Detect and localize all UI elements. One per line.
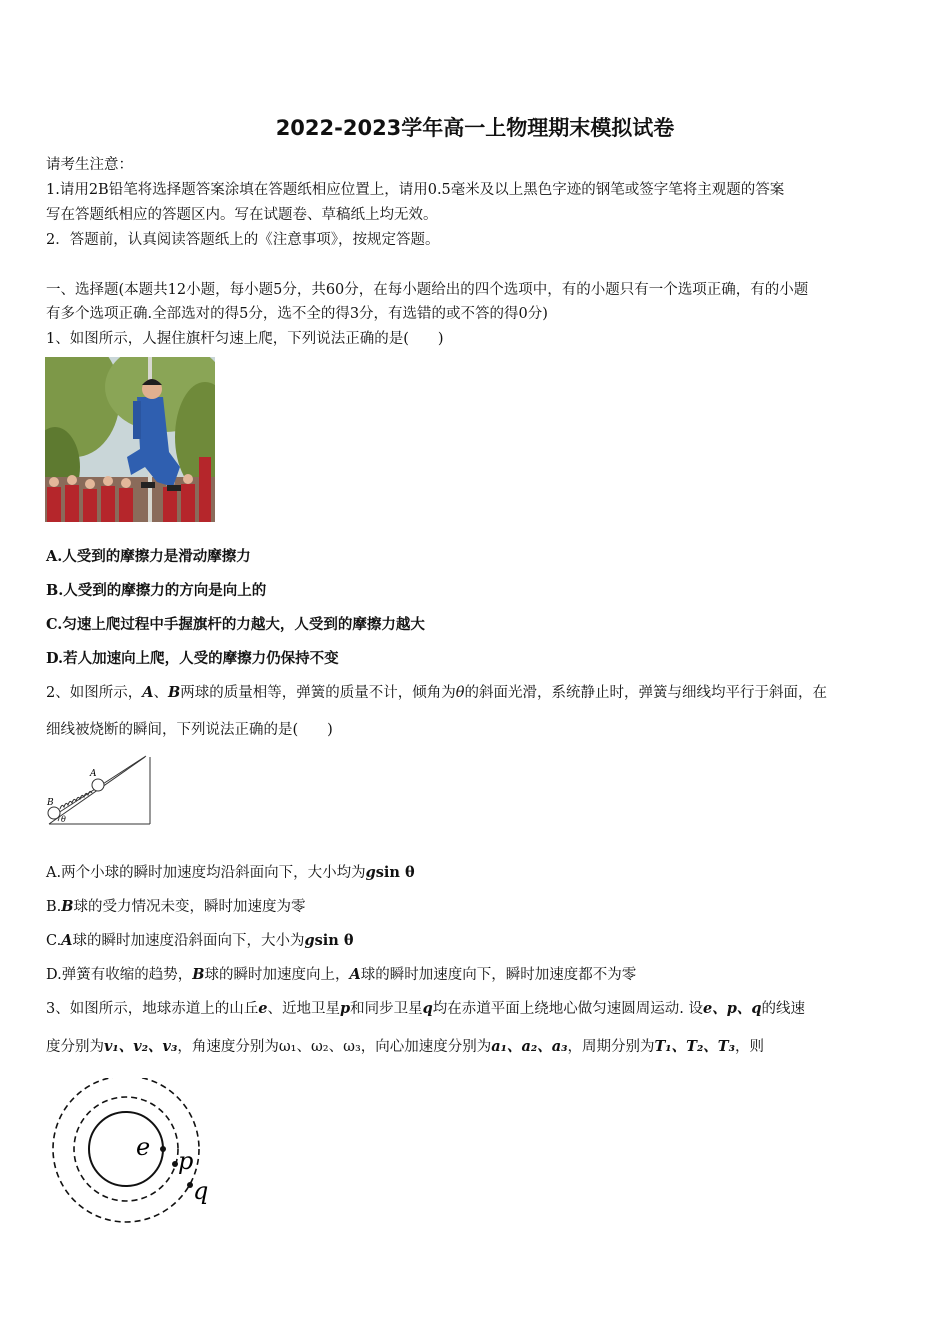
incline-spring-diagram bbox=[45, 755, 155, 830]
question-2-stem-line-2: 细线被烧断的瞬间，下列说法正确的是( ) bbox=[46, 722, 333, 738]
question-2-stem-line-1: 2、如图所示，A、B两球的质量相等，弹簧的质量不计，倾角为θ的斜面光滑，系统静止时，弹簧与细线均平行于斜面，在 bbox=[46, 684, 827, 701]
point-e bbox=[160, 1146, 166, 1152]
label-p: p bbox=[178, 1147, 194, 1175]
question-3-stem-line-2: 度分别为v₁、v₂、v₃，角速度分别为ω₁、ω₂、ω₃，向心加速度分别为a₁、a₂、a₃，周期分别为T₁、T₂、T₃，则 bbox=[46, 1038, 764, 1055]
angle-theta-label: θ bbox=[61, 815, 66, 824]
notice-item-1-line-2: 写在答题纸相应的答题区内。写在试题卷、草稿纸上均无效。 bbox=[46, 207, 438, 223]
question-1-option-c[interactable]: C.匀速上爬过程中手握旗杆的力越大，人受到的摩擦力越大 bbox=[46, 616, 425, 633]
orbit-diagram bbox=[48, 1078, 218, 1228]
question-1-option-a[interactable]: A.人受到的摩擦力是滑动摩擦力 bbox=[46, 548, 251, 565]
question-2-option-d[interactable]: D.弹簧有收缩的趋势，B球的瞬时加速度向上，A球的瞬时加速度向下，瞬时加速度都不为零 bbox=[46, 966, 637, 983]
notice-item-2: 2．答题前，认真阅读答题纸上的《注意事项》，按规定答题。 bbox=[46, 232, 440, 248]
notice-heading: 请考生注意： bbox=[46, 157, 133, 173]
notice-item-1-line-1: 1.请用2B铅笔将选择题答案涂填在答题纸相应位置上，请用0.5毫米及以上黑色字迹的钢笔或签字笔将主观题的答案 bbox=[46, 182, 785, 198]
label-q: q bbox=[193, 1177, 209, 1205]
flagpole-climber-photo bbox=[45, 357, 215, 522]
question-2-option-b[interactable]: B.B球的受力情况未变，瞬时加速度为零 bbox=[46, 898, 306, 915]
ball-a-label: A bbox=[90, 769, 97, 779]
exam-title: 2022-2023学年高一上物理期末模拟试卷 bbox=[275, 116, 675, 140]
label-e: e bbox=[136, 1133, 151, 1161]
question-1-option-d[interactable]: D.若人加速向上爬，人受的摩擦力仍保持不变 bbox=[46, 650, 339, 667]
question-2-option-a[interactable]: A.两个小球的瞬时加速度均沿斜面向下，大小均为gsin θ bbox=[46, 864, 415, 881]
question-2-option-c[interactable]: C.A球的瞬时加速度沿斜面向下，大小为gsin θ bbox=[46, 932, 354, 949]
ball-b-label: B bbox=[47, 798, 54, 808]
question-3-stem-line-1: 3、如图所示，地球赤道上的山丘e、近地卫星p和同步卫星q均在赤道平面上绕地心做匀速圆周运动. 设e、p、q的线速 bbox=[46, 1000, 805, 1017]
question-1-stem: 1、如图所示，人握住旗杆匀速上爬，下列说法正确的是( ) bbox=[46, 331, 444, 347]
section-heading-line-1: 一、选择题(本题共12小题，每小题5分，共60分，在每小题给出的四个选项中，有的小题只有一个选项正确，有的小题 bbox=[46, 282, 809, 298]
section-heading-line-2: 有多个选项正确.全部选对的得5分，选不全的得3分，有选错的或不答的得0分) bbox=[46, 306, 548, 322]
question-1-option-b[interactable]: B.人受到的摩擦力的方向是向上的 bbox=[46, 582, 267, 599]
